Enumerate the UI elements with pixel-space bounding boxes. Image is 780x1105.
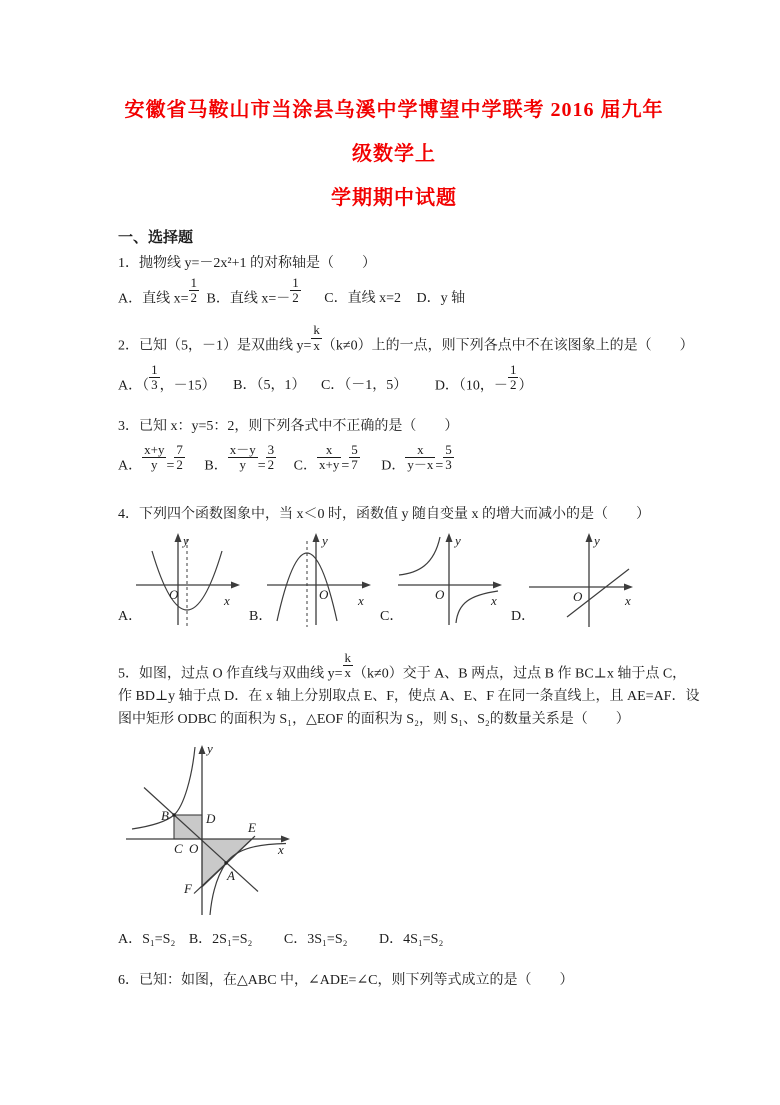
fraction <box>266 443 277 473</box>
fraction-numerator: k <box>313 322 320 338</box>
fraction <box>228 443 258 473</box>
q2-option-a-pre: A．（ <box>118 377 150 393</box>
q5-figure <box>122 739 312 919</box>
origin-label: O <box>573 589 583 605</box>
q5-option-d: D．4S₁=S₂ <box>379 932 444 948</box>
q4-graphs <box>118 529 670 629</box>
fraction <box>189 276 200 306</box>
fraction-numerator: 1 <box>190 275 198 290</box>
q4-graph-label-c: C． <box>380 609 404 625</box>
fraction-numerator: x+y <box>144 441 165 457</box>
fraction-numerator: 7 <box>176 441 183 457</box>
equals-sign: = <box>166 458 175 474</box>
fraction-numerator: 1 <box>151 361 158 377</box>
title-line-1: 安徽省马鞍山市当涂县乌溪中学博望中学联考 2016 届九年级数学上 <box>124 99 664 165</box>
fraction <box>349 443 360 473</box>
x-axis-label: x <box>491 593 497 609</box>
equals-sign: = <box>257 458 266 474</box>
fraction <box>142 443 166 473</box>
fraction-denominator: x <box>344 665 352 681</box>
q2-option-a-post: ，－15） <box>159 377 216 393</box>
q3-option-a-label: A． <box>118 458 143 474</box>
q3-option-c-label: C． <box>293 458 317 474</box>
q6-stem: 6．已知：如图，在△ABC 中，∠ADE=∠C，则下列等式成立的是（ ） <box>118 973 574 989</box>
point-c-label: C <box>174 841 183 857</box>
q4-graph-b <box>263 529 375 629</box>
q5-option-a: A．S₁=S₂ <box>118 932 176 948</box>
q2-option-c: C．（－1，5） <box>320 377 408 393</box>
fraction-denominator: y－x <box>407 457 434 473</box>
q4-graph-cell-c <box>380 529 511 629</box>
q3-options <box>118 443 670 474</box>
q5-stem-post: （k≠0）交于 A、B 两点，过点 B 作 BC⊥x 轴于点 C， <box>353 666 687 682</box>
point-a-label: A <box>227 868 235 884</box>
x-axis-label: x <box>358 593 364 609</box>
fraction-numerator: 1 <box>509 361 517 377</box>
point-d-label: D <box>206 811 216 827</box>
fraction-numerator: x－y <box>229 441 256 457</box>
q2-option-a <box>118 363 216 394</box>
q5-stem-line3: 图中矩形 ODBC 的面积为 S₁，△EOF 的面积为 S₂，则 S₁、S₂的数量关系是（ ） <box>118 712 630 728</box>
q4-stem: 4．下列四个函数图象中，当 x＜0 时，函数值 y 随自变量 x 的增大而减小的是（ ） <box>118 507 650 523</box>
x-axis-label: x <box>278 842 284 858</box>
q5-option-c: C．3S₁=S₂ <box>283 932 348 948</box>
q3-option-d <box>381 443 454 474</box>
equals-sign: = <box>435 458 444 474</box>
q4-graph-cell-a <box>118 529 249 629</box>
q1-stem: 1．抛物线 y=－2x²+1 的对称轴是（ ） <box>118 256 376 271</box>
q3-option-d-label: D． <box>381 458 406 474</box>
fraction-numerator: 3 <box>267 441 275 457</box>
q4-graph-a <box>132 529 244 629</box>
fraction-denominator: 2 <box>190 290 198 306</box>
point-e-label: E <box>248 820 256 836</box>
fraction-denominator: 7 <box>351 457 358 473</box>
q4-graph-label-a: A． <box>118 609 143 625</box>
fraction-denominator: 3 <box>151 376 158 392</box>
origin-label: O <box>189 841 199 857</box>
q5-options <box>118 928 670 948</box>
fraction-denominator: x+y <box>318 457 340 473</box>
fraction <box>508 363 519 393</box>
q1-option-d: D．y 轴 <box>416 291 466 307</box>
y-axis-arrow-icon <box>586 533 593 542</box>
fraction <box>174 443 185 473</box>
q4-graph-c <box>394 529 506 629</box>
q1-option-a-text: A．直线 x= <box>118 291 189 307</box>
q2-option-d-pre: D．（10，－ <box>434 377 508 393</box>
x-axis-arrow-icon <box>231 582 240 589</box>
q5-stem-line2: 作 BD⊥y 轴于点 D．在 x 轴上分别取点 E、F，使点 A、E、F 在同一条直线上，且 AE=AF．设 <box>118 689 700 705</box>
q5-stem-line1 <box>118 650 687 685</box>
y-axis-label: y <box>594 533 600 549</box>
q4-graph-cell-b <box>249 529 380 629</box>
point-b-dot <box>172 814 175 817</box>
y-axis-label: y <box>455 533 461 549</box>
q5-stem-pre: 5．如图，过点 O 作直线与双曲线 y= <box>118 666 343 682</box>
fraction-numerator: 1 <box>292 275 299 290</box>
q2-option-d <box>435 363 533 394</box>
fraction <box>311 323 322 353</box>
title-line-2: 学期期中试题 <box>331 187 457 209</box>
y-axis-arrow-icon <box>199 745 206 754</box>
y-axis-arrow-icon <box>313 533 320 542</box>
fraction-denominator: y <box>239 457 246 473</box>
y-axis-label: y <box>322 533 328 549</box>
fraction-denominator: x <box>313 337 320 353</box>
q1-option-b <box>207 276 301 307</box>
fraction <box>343 651 354 681</box>
q2-option-d-post: ） <box>518 377 533 393</box>
origin-label: O <box>435 587 445 603</box>
q1-option-a <box>118 276 199 307</box>
y-axis-label: y <box>207 741 213 757</box>
q3-option-c <box>294 443 360 474</box>
q5-figure-wrap <box>122 739 670 924</box>
fraction-denominator: 3 <box>445 457 452 473</box>
q4-graph-label-d: D． <box>511 609 536 625</box>
origin-label: O <box>169 587 179 603</box>
q4-graph-label-b: B． <box>249 609 273 625</box>
fraction-numerator: x <box>405 443 435 458</box>
equals-sign: = <box>341 458 350 474</box>
x-axis-label: x <box>224 593 230 609</box>
x-axis-arrow-icon <box>624 584 633 591</box>
q2-stem-pre: 2．已知（5，－1）是双曲线 y= <box>118 338 312 354</box>
q1-options <box>118 276 670 307</box>
y-axis-arrow-icon <box>446 533 453 542</box>
q1-option-b-text: B．直线 x=－ <box>206 291 291 307</box>
section-heading: 一、选择题 <box>118 230 194 246</box>
x-axis-arrow-icon <box>362 582 371 589</box>
fraction-denominator: 2 <box>176 457 183 473</box>
point-a-dot <box>224 862 227 865</box>
fraction-numerator: k <box>344 650 352 666</box>
q3-option-a <box>118 443 185 474</box>
hyperbola-branch-q2 <box>399 537 440 575</box>
q3-option-b <box>204 443 276 474</box>
fraction-numerator: x <box>317 443 341 458</box>
fraction-numerator: 5 <box>351 441 358 457</box>
q2-stem-post: （k≠0）上的一点，则下列各点中不在该图象上的是（ ） <box>321 338 694 354</box>
fraction-denominator: 2 <box>509 376 517 392</box>
q2-options <box>118 363 670 394</box>
q2-stem <box>118 322 694 356</box>
fraction <box>290 276 301 306</box>
fraction <box>317 443 341 473</box>
q5-option-b: B．2S₁=S₂ <box>188 932 253 948</box>
y-axis-arrow-icon <box>175 533 182 542</box>
q1-option-c: C．直线 x=2 <box>324 291 401 307</box>
fraction <box>405 443 435 473</box>
fraction-denominator: 2 <box>267 457 275 473</box>
q2-option-b: B．（5，1） <box>233 377 306 393</box>
x-axis-label: x <box>625 593 631 609</box>
y-axis-label: y <box>183 533 189 549</box>
x-axis-arrow-icon <box>493 582 502 589</box>
origin-label: O <box>319 587 329 603</box>
q3-stem: 3．已知 x：y=5：2，则下列各式中不正确的是（ ） <box>118 418 459 434</box>
fraction-denominator: y <box>151 457 158 473</box>
q3-option-b-label: B． <box>204 458 228 474</box>
fraction-denominator: 2 <box>292 290 299 306</box>
q4-graph-cell-d <box>511 529 642 629</box>
q4-graph-d <box>525 529 637 629</box>
fraction <box>443 443 454 473</box>
fraction-numerator: 5 <box>445 441 452 457</box>
point-b-label: B <box>161 808 169 824</box>
exam-title <box>118 88 670 220</box>
fraction <box>149 363 160 393</box>
point-f-label: F <box>184 881 192 897</box>
